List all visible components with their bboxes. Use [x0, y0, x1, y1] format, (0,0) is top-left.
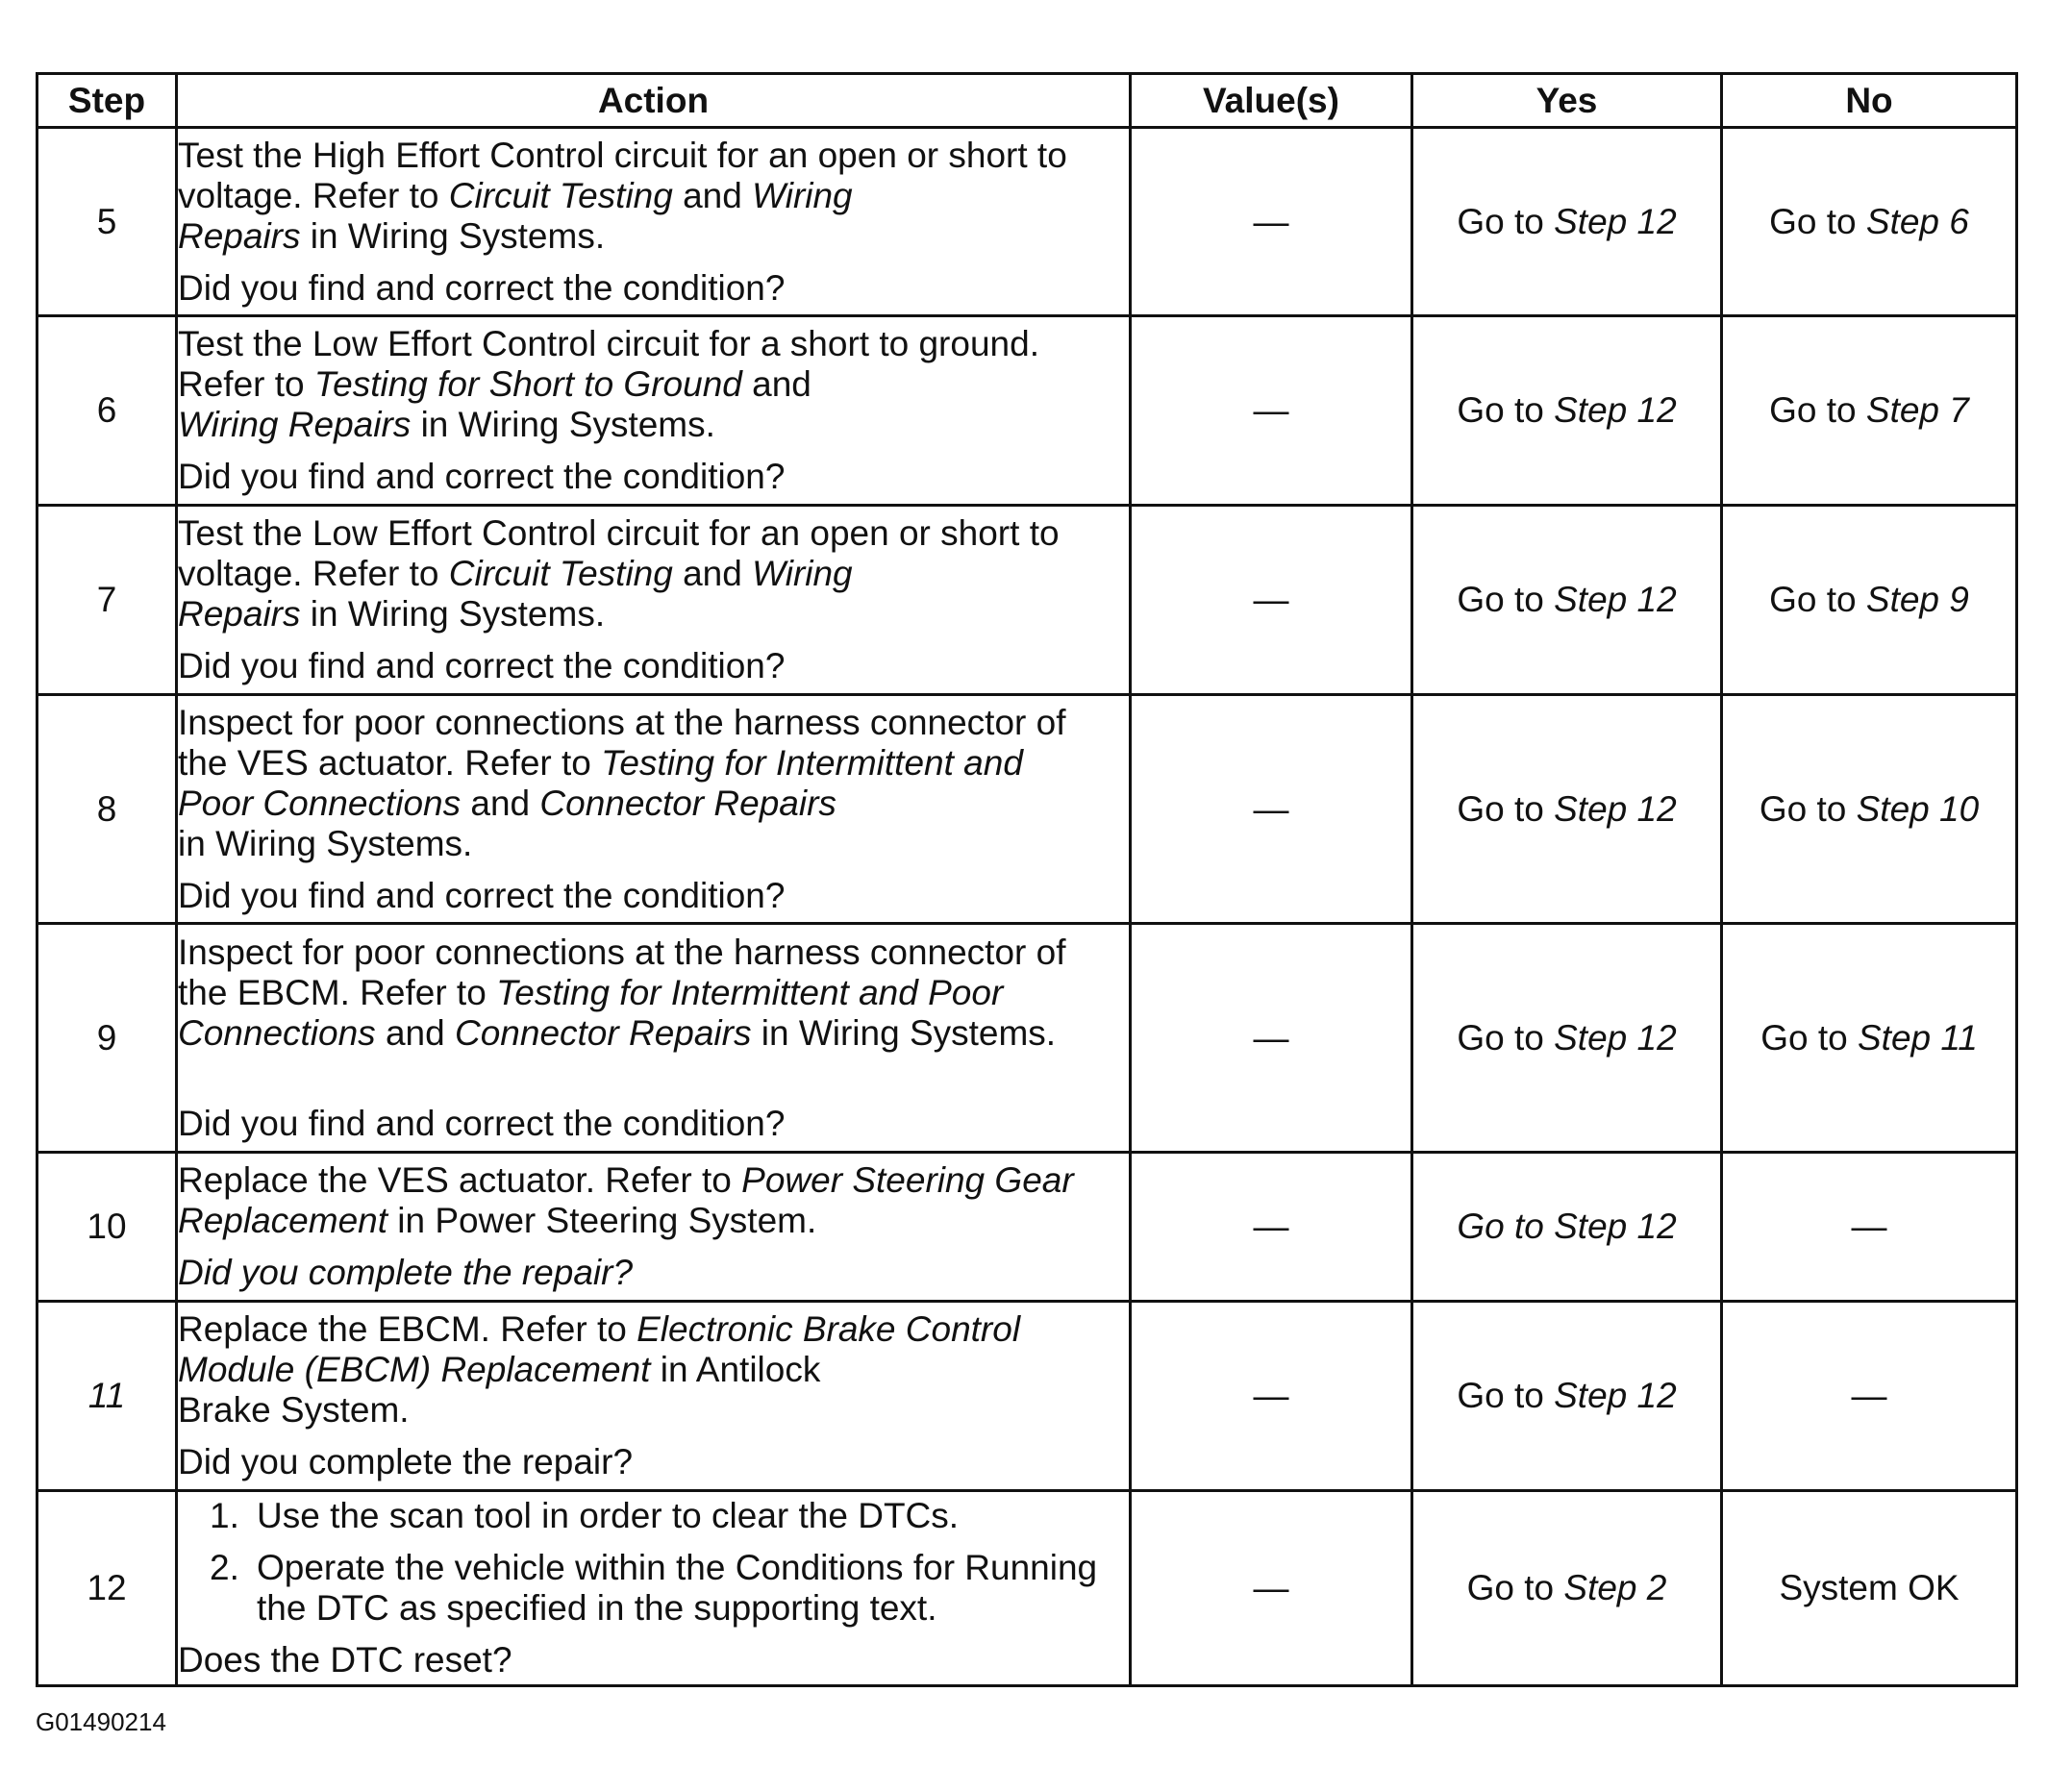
reference-link: Electronic Brake Control — [637, 1309, 1021, 1349]
table-row — [37, 506, 2017, 695]
step-reference: Step 10 — [1856, 788, 1980, 829]
reference-link: Wiring Repairs — [178, 405, 412, 444]
header-action: Action — [177, 74, 1131, 128]
table-row — [37, 1491, 2017, 1686]
reference-link: Module (EBCM) Replacement — [178, 1350, 651, 1389]
step-number: 8 — [37, 695, 177, 924]
action-question: Did you complete the repair? — [178, 1442, 634, 1481]
action-line: the VES actuator. Refer to Testing for Intermittent and — [178, 742, 1023, 783]
yes-cell: Go to Step 12 — [1412, 506, 1722, 695]
yes-cell: Go to Step 12 — [1412, 128, 1722, 316]
action-line: Module (EBCM) Replacement in Antilock — [178, 1350, 821, 1389]
step-reference: Step 9 — [1865, 580, 1969, 619]
yes-cell: Go to Step 12 — [1412, 695, 1722, 924]
step-reference: Step 2 — [1563, 1568, 1667, 1607]
step-number: 7 — [37, 506, 177, 695]
action-line: Wiring Repairs in Wiring Systems. — [178, 405, 715, 444]
step-reference: Step 7 — [1865, 390, 1969, 430]
reference-link: Repairs — [178, 594, 301, 634]
action-line: Test the Low Effort Control circuit for an open or short to — [178, 513, 1060, 553]
reference-link: Wiring — [752, 554, 853, 593]
list-item: 2. Operate the vehicle within the Conditions for Running the DTC as specified in the supporting text. — [210, 1548, 1098, 1628]
value-cell: — — [1131, 1153, 1412, 1302]
list-item: 1. Use the scan tool in order to clear the DTCs. — [210, 1496, 960, 1535]
table-row — [37, 695, 2017, 924]
step-reference: Step 12 — [1554, 580, 1677, 619]
step-number: 6 — [37, 316, 177, 506]
no-cell: — — [1722, 1302, 2017, 1491]
action-question: Did you find and correct the condition? — [178, 1103, 786, 1143]
action-question: Did you find and correct the condition? — [178, 646, 786, 685]
action-cell — [177, 506, 1131, 695]
step-reference: Step 11 — [1857, 1017, 1978, 1058]
action-question: Did you find and correct the condition? — [178, 875, 786, 915]
reference-link: Repairs — [178, 215, 301, 256]
action-line: in Wiring Systems. — [178, 823, 473, 863]
no-cell: — — [1722, 1153, 2017, 1302]
table-row — [37, 128, 2017, 316]
yes-cell: Go to Step 12 — [1412, 1153, 1722, 1302]
value-cell: — — [1131, 506, 1412, 695]
value-cell: — — [1131, 695, 1412, 924]
step-reference: Step 12 — [1554, 390, 1677, 430]
action-line: Test the High Effort Control circuit for an open or short to — [178, 135, 1067, 175]
value-cell: — — [1131, 316, 1412, 506]
action-cell — [177, 1491, 1131, 1686]
no-cell: Go to Step 6 — [1722, 128, 2017, 316]
action-question: Does the DTC reset? — [178, 1640, 512, 1680]
no-cell: Go to Step 7 — [1722, 316, 2017, 506]
step-reference: Step 12 — [1554, 1376, 1677, 1415]
reference-link: Connector Repairs — [539, 783, 836, 823]
action-question: Did you find and correct the condition? — [178, 267, 786, 308]
action-line: Repairs in Wiring Systems. — [178, 594, 606, 634]
action-line: Brake System. — [178, 1390, 410, 1430]
action-line: Repairs in Wiring Systems. — [178, 215, 606, 256]
yes-cell: Go to Step 12 — [1412, 316, 1722, 506]
step-number: 5 — [37, 128, 177, 316]
reference-link: Testing for Intermittent and — [601, 742, 1023, 783]
value-cell: — — [1131, 1491, 1412, 1686]
figure-id: G01490214 — [36, 1707, 166, 1736]
header-step: Step — [37, 74, 177, 128]
yes-cell: Go to Step 12 — [1412, 1302, 1722, 1491]
no-cell: Go to Step 11 — [1722, 924, 2017, 1153]
action-line: Refer to Testing for Short to Ground and — [178, 364, 811, 404]
step-reference: Step 12 — [1554, 1207, 1677, 1246]
step-reference: Step 12 — [1554, 201, 1677, 241]
action-line: Replacement in Power Steering System. — [178, 1201, 817, 1240]
reference-link: Circuit Testing — [448, 554, 673, 593]
action-line: Replace the EBCM. Refer to Electronic Brake Control — [178, 1309, 1021, 1349]
action-line: Inspect for poor connections at the harness connector of — [178, 702, 1066, 742]
value-cell: — — [1131, 128, 1412, 316]
header-yes: Yes — [1412, 74, 1722, 128]
action-cell — [177, 1153, 1131, 1302]
table-row — [37, 1153, 2017, 1302]
step-number: 9 — [37, 924, 177, 1153]
action-line: Inspect for poor connections at the harness connector of — [178, 932, 1066, 972]
value-cell: — — [1131, 924, 1412, 1153]
table-row — [37, 316, 2017, 506]
reference-link: Testing for Intermittent and Poor — [496, 972, 1004, 1012]
action-cell — [177, 128, 1131, 316]
action-question: Did you find and correct the condition? — [178, 457, 786, 496]
no-cell: Go to Step 9 — [1722, 506, 2017, 695]
header-values: Value(s) — [1131, 74, 1412, 128]
reference-link: Replacement — [178, 1201, 388, 1240]
action-cell — [177, 695, 1131, 924]
header-no: No — [1722, 74, 2017, 128]
reference-link: Testing for Short to Ground — [313, 364, 742, 404]
step-reference: Step 12 — [1554, 1017, 1677, 1058]
header-row — [37, 74, 2017, 128]
step-number: 11 — [37, 1302, 177, 1491]
action-question: Did you complete the repair? — [178, 1253, 634, 1292]
no-cell: Go to Step 10 — [1722, 695, 2017, 924]
action-line: voltage. Refer to Circuit Testing and Wiring — [178, 175, 853, 215]
table-row — [37, 1302, 2017, 1491]
reference-link: Poor Connections — [178, 783, 462, 823]
action-line: Poor Connections and Connector Repairs — [178, 783, 836, 823]
yes-cell: Go to Step 12 — [1412, 924, 1722, 1153]
no-cell: System OK — [1722, 1491, 2017, 1686]
action-line: voltage. Refer to Circuit Testing and Wiring — [178, 554, 853, 593]
action-cell — [177, 316, 1131, 506]
action-line: Connections and Connector Repairs in Wiring Systems. — [178, 1012, 1057, 1053]
step-number: 10 — [37, 1153, 177, 1302]
reference-link: Circuit Testing — [448, 175, 673, 215]
reference-link: Connector Repairs — [454, 1012, 752, 1053]
action-cell — [177, 1302, 1131, 1491]
action-line: Replace the VES actuator. Refer to Power Steering Gear — [178, 1160, 1074, 1200]
step-reference: Step 12 — [1554, 788, 1677, 829]
reference-link: Connections — [178, 1012, 376, 1053]
numbered-list — [178, 1496, 1129, 1629]
step-reference: Step 6 — [1865, 201, 1969, 241]
reference-link: Wiring — [752, 175, 853, 215]
diagnostic-table — [36, 72, 2018, 1687]
action-cell — [177, 924, 1131, 1153]
yes-cell: Go to Step 2 — [1412, 1491, 1722, 1686]
table-row — [37, 924, 2017, 1153]
value-cell: — — [1131, 1302, 1412, 1491]
action-line: the EBCM. Refer to Testing for Intermittent and Poor — [178, 972, 1004, 1012]
reference-link: Power Steering Gear — [741, 1160, 1074, 1200]
step-number: 12 — [37, 1491, 177, 1686]
action-line: Test the Low Effort Control circuit for a short to ground. — [178, 324, 1039, 363]
